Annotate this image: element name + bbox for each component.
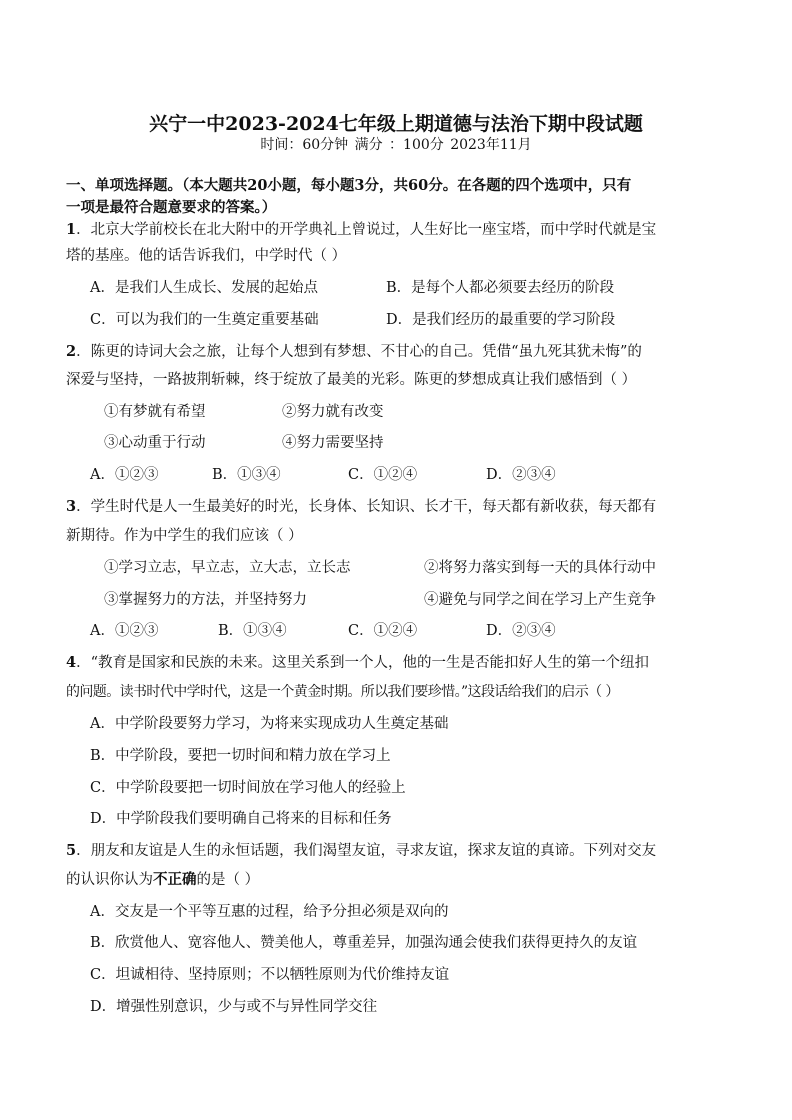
q2-option-c: C．①②④ <box>348 467 418 483</box>
q2-statement-4: ④努力需要坚持 <box>282 435 384 451</box>
section-heading-line2: 一项是最符合题意要求的答案。） <box>66 199 277 216</box>
q3-statement-3: ③掌握努力的方法，并坚持努力 <box>104 592 307 608</box>
q4-option-c: C．中学阶段要把一切时间放在学习他人的经验上 <box>90 780 406 796</box>
q2-statement-1: ①有梦就有希望 <box>104 404 206 420</box>
q4-stem-line1 <box>66 652 649 674</box>
page-title: 兴宁一中2023-2024七年级上期道德与法治下期中段试题 <box>149 113 643 135</box>
q1-stem-line1 <box>66 219 656 241</box>
q4-stem-text1: ．“教育是国家和民族的未来。这里关系到一个人，他的一生是否能扣好人生的第一个纽扣 <box>76 655 650 671</box>
q3-statement-2: ②将努力落实到每一天的具体行动中 <box>424 560 656 576</box>
q4-option-a: A．中学阶段要努力学习，为将来实现成功人生奠定基础 <box>90 716 449 732</box>
q1-stem-line2: 塔的基座。他的话告诉我们，中学时代（ ） <box>66 248 347 264</box>
q5-option-d: D．增强性别意识，少与或不与异性同学交往 <box>90 999 378 1015</box>
q5-stem-line2 <box>66 869 259 891</box>
q2-stem-text1: ．陈更的诗词大会之旅，让每个人想到有梦想、不甘心的自己。凭借“虽九死其犹未悔”的 <box>76 344 642 360</box>
q5-number: 5 <box>66 842 77 859</box>
q3-option-d: D．②③④ <box>486 623 556 639</box>
q3-option-a: A．①②③ <box>90 623 159 639</box>
exam-info: 时间：60分钟 满分 ：100分 2023年11月 <box>260 137 532 153</box>
q4-option-b: B．中学阶段，要把一切时间和精力放在学习上 <box>90 748 391 764</box>
q5-option-b: B．欣赏他人、宽容他人、赞美他人，尊重差异，加强沟通会使我们获得更持久的友谊 <box>90 935 638 951</box>
q2-number: 2 <box>66 343 77 360</box>
q1-option-c: C．可以为我们的一生奠定重要基础 <box>90 312 319 328</box>
q3-statement-1: ①学习立志，早立志，立大志，立长志 <box>104 560 351 576</box>
q5-stem-emphasis: 不正确 <box>153 871 197 888</box>
q2-option-b: B．①③④ <box>212 467 281 483</box>
q1-option-b: B．是每个人都必须要去经历的阶段 <box>386 280 615 296</box>
q3-stem-line1 <box>66 496 656 518</box>
q2-option-d: D．②③④ <box>486 467 556 483</box>
q3-stem-text1: ．学生时代是人一生最美好的时光，长身体、长知识、长才干，每天都有新收获，每天都有 <box>76 499 657 515</box>
q4-option-d: D．中学阶段我们要明确自己将来的目标和任务 <box>90 811 392 827</box>
q2-stem-line1 <box>66 341 642 363</box>
q5-stem-pre: 的认识你认为 <box>66 872 153 888</box>
q3-stem-line2: 新期待。作为中学生的我们应该（ ） <box>66 528 303 544</box>
q5-option-c: C．坦诚相待、坚持原则；不以牺牲原则为代价维持友谊 <box>90 967 450 983</box>
q5-stem-text1: ．朋友和友谊是人生的永恒话题，我们渴望友谊，寻求友谊，探求友谊的真谛。下列对交友 <box>76 843 657 859</box>
q2-stem-line2: 深爱与坚持，一路披荆斩棘，终于绽放了最美的光彩。陈更的梦想成真让我们感悟到（ ） <box>66 372 637 388</box>
q4-number: 4 <box>66 654 77 671</box>
q1-option-d: D．是我们经历的最重要的学习阶段 <box>386 312 616 328</box>
q3-option-c: C．①②④ <box>348 623 418 639</box>
q3-statement-4: ④避免与同学之间在学习上产生竞争 <box>424 592 656 608</box>
q1-number: 1 <box>66 221 77 238</box>
q5-stem-post: 的是（ ） <box>196 872 260 888</box>
q3-number: 3 <box>66 498 77 515</box>
q1-stem-text1: ．北京大学前校长在北大附中的开学典礼上曾说过，人生好比一座宝塔，而中学时代就是宝 <box>76 222 657 238</box>
q2-statement-3: ③心动重于行动 <box>104 435 206 451</box>
q3-option-b: B．①③④ <box>218 623 287 639</box>
section-heading-line1: 一、单项选择题。（本大题共20小题，每小题3分，共60分。在各题的四个选项中，只有 <box>66 177 632 194</box>
q5-option-a: A．交友是一个平等互惠的过程，给予分担必须是双向的 <box>90 904 449 920</box>
q2-option-a: A．①②③ <box>90 467 159 483</box>
q4-stem-line2: 的问题。读书时代中学时代，这是一个黄金时期。所以我们要珍惜。”这段话给我们的启示（ ） <box>66 684 619 700</box>
section-heading <box>66 175 730 219</box>
q2-statement-2: ②努力就有改变 <box>282 404 384 420</box>
q1-option-a: A．是我们人生成长、发展的起始点 <box>90 280 318 296</box>
q5-stem-line1 <box>66 840 656 862</box>
